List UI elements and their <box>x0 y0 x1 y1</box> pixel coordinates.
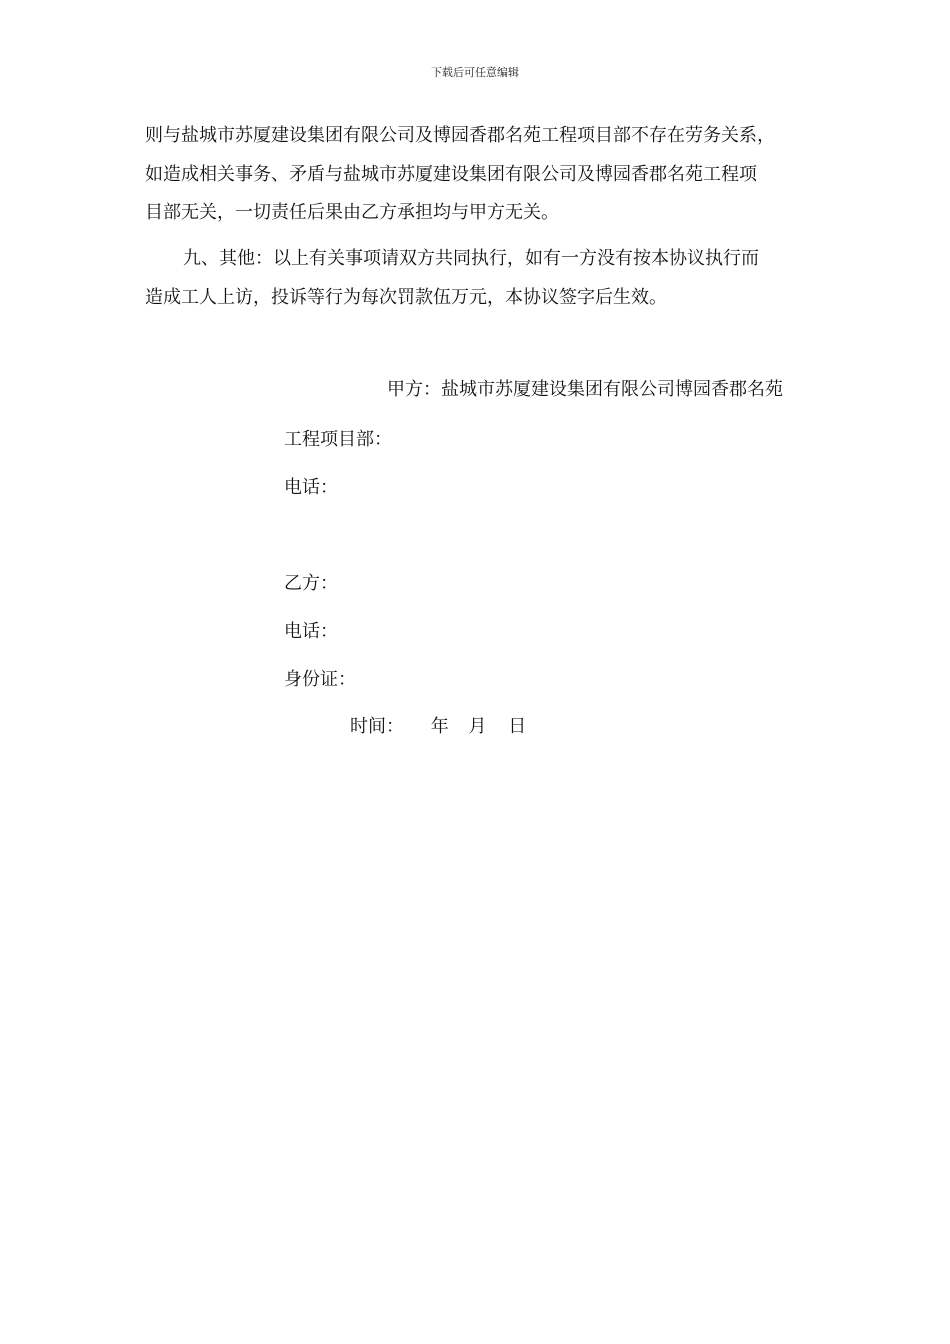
party-b-phone-label: 电话： <box>284 621 338 642</box>
clause-9-line-2: 造成工人上访，投诉等行为每次罚款伍万元，本协议签字后生效。 <box>145 287 667 308</box>
clause-9-line-1: 九、其他：以上有关事项请双方共同执行，如有一方没有按本协议执行而 <box>183 248 759 269</box>
party-a-project-dept: 工程项目部： <box>284 429 392 450</box>
party-a-name: 甲方：盐城市苏厦建设集团有限公司博园香郡名苑 <box>387 379 783 400</box>
date-day: 日 <box>508 716 527 737</box>
signing-date <box>350 715 526 739</box>
party-b-id-card-label: 身份证： <box>284 669 356 690</box>
clause-8-line-1: 则与盐城市苏厦建设集团有限公司及博园香郡名苑工程项目部不存在劳务关系， <box>145 125 775 146</box>
clause-8-line-2: 如造成相关事务、矛盾与盐城市苏厦建设集团有限公司及博园香郡名苑工程项 <box>145 164 757 185</box>
clause-8-line-3: 目部无关，一切责任后果由乙方承担均与甲方无关。 <box>145 202 559 223</box>
party-a-phone-label: 电话： <box>284 477 338 498</box>
date-month: 月 <box>468 716 487 737</box>
party-b-label: 乙方： <box>284 573 338 594</box>
date-label: 时间： <box>350 716 404 737</box>
date-year: 年 <box>430 716 449 737</box>
page-header-note: 下载后可任意编辑 <box>431 66 519 79</box>
